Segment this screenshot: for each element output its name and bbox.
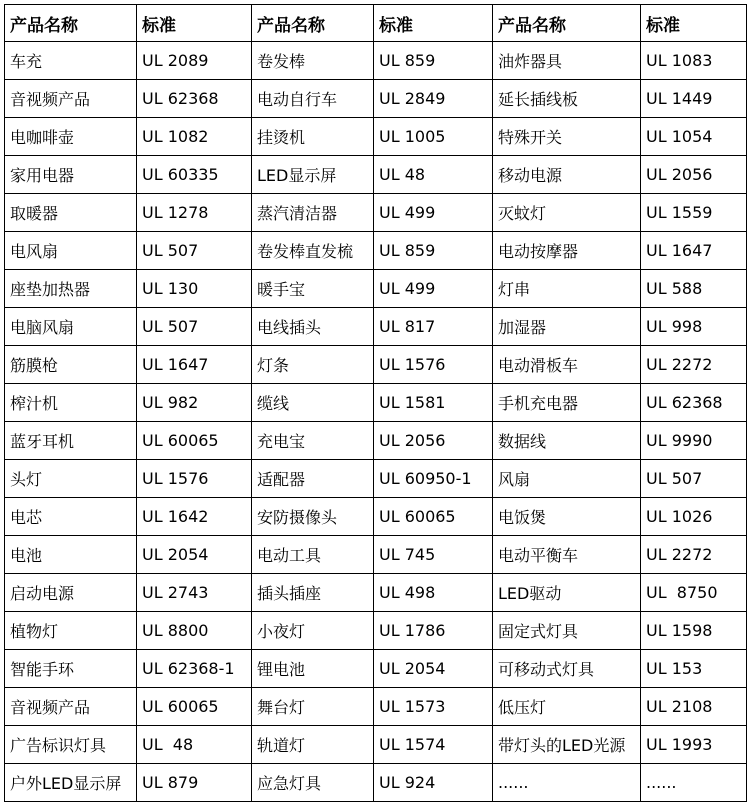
standard-cell: UL 9990 bbox=[641, 422, 747, 460]
product-name-cell: 电咖啡壶 bbox=[5, 118, 137, 156]
standard-cell: UL 507 bbox=[137, 232, 252, 270]
standard-cell: UL 153 bbox=[641, 650, 747, 688]
header-product-name-3: 产品名称 bbox=[493, 5, 641, 42]
standard-cell: UL 1598 bbox=[641, 612, 747, 650]
product-name-cell: 挂烫机 bbox=[252, 118, 374, 156]
standard-cell: UL 1993 bbox=[641, 726, 747, 764]
table-row bbox=[5, 612, 747, 650]
product-name-cell: 智能手环 bbox=[5, 650, 137, 688]
product-name-cell: 启动电源 bbox=[5, 574, 137, 612]
product-name-cell: 电动按摩器 bbox=[493, 232, 641, 270]
table-row bbox=[5, 232, 747, 270]
product-name-cell: 榨汁机 bbox=[5, 384, 137, 422]
standard-cell: UL 2108 bbox=[641, 688, 747, 726]
table-row bbox=[5, 460, 747, 498]
table-row bbox=[5, 764, 747, 802]
table-row bbox=[5, 498, 747, 536]
table-row bbox=[5, 80, 747, 118]
table-row bbox=[5, 270, 747, 308]
product-name-cell: 手机充电器 bbox=[493, 384, 641, 422]
product-name-cell: 电线插头 bbox=[252, 308, 374, 346]
product-name-cell: 蓝牙耳机 bbox=[5, 422, 137, 460]
product-name-cell: 灭蚊灯 bbox=[493, 194, 641, 232]
standard-cell: UL 1449 bbox=[641, 80, 747, 118]
standard-cell: UL 1576 bbox=[374, 346, 493, 384]
product-name-cell: 数据线 bbox=[493, 422, 641, 460]
product-name-cell: 加湿器 bbox=[493, 308, 641, 346]
standard-cell: UL 8800 bbox=[137, 612, 252, 650]
table-row bbox=[5, 726, 747, 764]
product-name-cell: 电芯 bbox=[5, 498, 137, 536]
product-name-cell: 电饭煲 bbox=[493, 498, 641, 536]
header-standard-1: 标准 bbox=[137, 5, 252, 42]
product-name-cell: 安防摄像头 bbox=[252, 498, 374, 536]
product-name-cell: 移动电源 bbox=[493, 156, 641, 194]
header-standard-3: 标准 bbox=[641, 5, 747, 42]
product-name-cell: 电动平衡车 bbox=[493, 536, 641, 574]
standard-cell: UL 1786 bbox=[374, 612, 493, 650]
standard-cell: UL 60335 bbox=[137, 156, 252, 194]
product-name-cell: 特殊开关 bbox=[493, 118, 641, 156]
product-name-cell: 油炸器具 bbox=[493, 42, 641, 80]
table-row bbox=[5, 384, 747, 422]
standard-cell: UL 48 bbox=[137, 726, 252, 764]
standard-cell: UL 1083 bbox=[641, 42, 747, 80]
product-name-cell: 座垫加热器 bbox=[5, 270, 137, 308]
standard-cell: ...... bbox=[641, 764, 747, 802]
product-name-cell: 卷发棒直发梳 bbox=[252, 232, 374, 270]
standard-cell: UL 1559 bbox=[641, 194, 747, 232]
product-name-cell: 音视频产品 bbox=[5, 688, 137, 726]
product-name-cell: 电脑风扇 bbox=[5, 308, 137, 346]
table-row bbox=[5, 346, 747, 384]
product-name-cell: 灯条 bbox=[252, 346, 374, 384]
header-product-name-1: 产品名称 bbox=[5, 5, 137, 42]
product-name-cell: ...... bbox=[493, 764, 641, 802]
product-name-cell: 固定式灯具 bbox=[493, 612, 641, 650]
standard-cell: UL 62368 bbox=[641, 384, 747, 422]
standard-cell: UL 60065 bbox=[137, 422, 252, 460]
product-name-cell: 舞台灯 bbox=[252, 688, 374, 726]
standard-cell: UL 2272 bbox=[641, 346, 747, 384]
product-name-cell: 带灯头的LED光源 bbox=[493, 726, 641, 764]
product-name-cell: 灯串 bbox=[493, 270, 641, 308]
standard-cell: UL 2272 bbox=[641, 536, 747, 574]
product-name-cell: 户外LED显示屏 bbox=[5, 764, 137, 802]
standard-cell: UL 1642 bbox=[137, 498, 252, 536]
product-name-cell: 电风扇 bbox=[5, 232, 137, 270]
product-name-cell: 插头插座 bbox=[252, 574, 374, 612]
product-name-cell: LED显示屏 bbox=[252, 156, 374, 194]
standard-cell: UL 745 bbox=[374, 536, 493, 574]
table-row bbox=[5, 194, 747, 232]
product-name-cell: 筋膜枪 bbox=[5, 346, 137, 384]
standard-cell: UL 859 bbox=[374, 232, 493, 270]
table-row bbox=[5, 688, 747, 726]
table-row bbox=[5, 118, 747, 156]
standard-cell: UL 1576 bbox=[137, 460, 252, 498]
header-product-name-2: 产品名称 bbox=[252, 5, 374, 42]
product-name-cell: 低压灯 bbox=[493, 688, 641, 726]
standard-cell: UL 924 bbox=[374, 764, 493, 802]
product-name-cell: 缆线 bbox=[252, 384, 374, 422]
standard-cell: UL 588 bbox=[641, 270, 747, 308]
standard-cell: UL 817 bbox=[374, 308, 493, 346]
standard-cell: UL 998 bbox=[641, 308, 747, 346]
standard-cell: UL 507 bbox=[137, 308, 252, 346]
standard-cell: UL 60950-1 bbox=[374, 460, 493, 498]
product-name-cell: 家用电器 bbox=[5, 156, 137, 194]
product-name-cell: 电动滑板车 bbox=[493, 346, 641, 384]
standard-cell: UL 1574 bbox=[374, 726, 493, 764]
product-name-cell: 锂电池 bbox=[252, 650, 374, 688]
standard-cell: UL 1026 bbox=[641, 498, 747, 536]
standard-cell: UL 1082 bbox=[137, 118, 252, 156]
product-name-cell: 电动自行车 bbox=[252, 80, 374, 118]
standard-cell: UL 499 bbox=[374, 270, 493, 308]
product-name-cell: 卷发棒 bbox=[252, 42, 374, 80]
standard-cell: UL 1647 bbox=[641, 232, 747, 270]
standard-cell: UL 130 bbox=[137, 270, 252, 308]
standard-cell: UL 1581 bbox=[374, 384, 493, 422]
product-name-cell: 头灯 bbox=[5, 460, 137, 498]
product-name-cell: 音视频产品 bbox=[5, 80, 137, 118]
standard-cell: UL 507 bbox=[641, 460, 747, 498]
product-name-cell: 适配器 bbox=[252, 460, 374, 498]
product-name-cell: 暖手宝 bbox=[252, 270, 374, 308]
standard-cell: UL 1054 bbox=[641, 118, 747, 156]
standard-cell: UL 2054 bbox=[137, 536, 252, 574]
product-name-cell: 车充 bbox=[5, 42, 137, 80]
table-body bbox=[5, 42, 747, 802]
product-name-cell: 小夜灯 bbox=[252, 612, 374, 650]
product-name-cell: 广告标识灯具 bbox=[5, 726, 137, 764]
standard-cell: UL 2054 bbox=[374, 650, 493, 688]
table-row bbox=[5, 156, 747, 194]
product-name-cell: 可移动式灯具 bbox=[493, 650, 641, 688]
standard-cell: UL 1278 bbox=[137, 194, 252, 232]
product-name-cell: 植物灯 bbox=[5, 612, 137, 650]
table-row bbox=[5, 650, 747, 688]
standard-cell: UL 60065 bbox=[374, 498, 493, 536]
table-row bbox=[5, 422, 747, 460]
table-row bbox=[5, 536, 747, 574]
table-row bbox=[5, 574, 747, 612]
product-name-cell: 取暖器 bbox=[5, 194, 137, 232]
product-name-cell: 应急灯具 bbox=[252, 764, 374, 802]
standard-cell: UL 1005 bbox=[374, 118, 493, 156]
standard-cell: UL 879 bbox=[137, 764, 252, 802]
product-name-cell: 电池 bbox=[5, 536, 137, 574]
header-standard-2: 标准 bbox=[374, 5, 493, 42]
product-name-cell: 风扇 bbox=[493, 460, 641, 498]
product-name-cell: 电动工具 bbox=[252, 536, 374, 574]
table-row bbox=[5, 308, 747, 346]
product-name-cell: 延长插线板 bbox=[493, 80, 641, 118]
product-name-cell: 蒸汽清洁器 bbox=[252, 194, 374, 232]
standard-cell: UL 2056 bbox=[374, 422, 493, 460]
standard-cell: UL 859 bbox=[374, 42, 493, 80]
standard-cell: UL 62368-1 bbox=[137, 650, 252, 688]
standard-cell: UL 982 bbox=[137, 384, 252, 422]
standard-cell: UL 2743 bbox=[137, 574, 252, 612]
standard-cell: UL 48 bbox=[374, 156, 493, 194]
product-name-cell: LED驱动 bbox=[493, 574, 641, 612]
standard-cell: UL 1647 bbox=[137, 346, 252, 384]
standard-cell: UL 1573 bbox=[374, 688, 493, 726]
standard-cell: UL 2089 bbox=[137, 42, 252, 80]
standard-cell: UL 8750 bbox=[641, 574, 747, 612]
table-row bbox=[5, 42, 747, 80]
product-name-cell: 轨道灯 bbox=[252, 726, 374, 764]
standard-cell: UL 499 bbox=[374, 194, 493, 232]
ul-standards-table bbox=[4, 4, 747, 802]
standard-cell: UL 60065 bbox=[137, 688, 252, 726]
standard-cell: UL 2849 bbox=[374, 80, 493, 118]
product-name-cell: 充电宝 bbox=[252, 422, 374, 460]
standard-cell: UL 498 bbox=[374, 574, 493, 612]
table-header-row bbox=[5, 5, 747, 42]
standard-cell: UL 2056 bbox=[641, 156, 747, 194]
standard-cell: UL 62368 bbox=[137, 80, 252, 118]
